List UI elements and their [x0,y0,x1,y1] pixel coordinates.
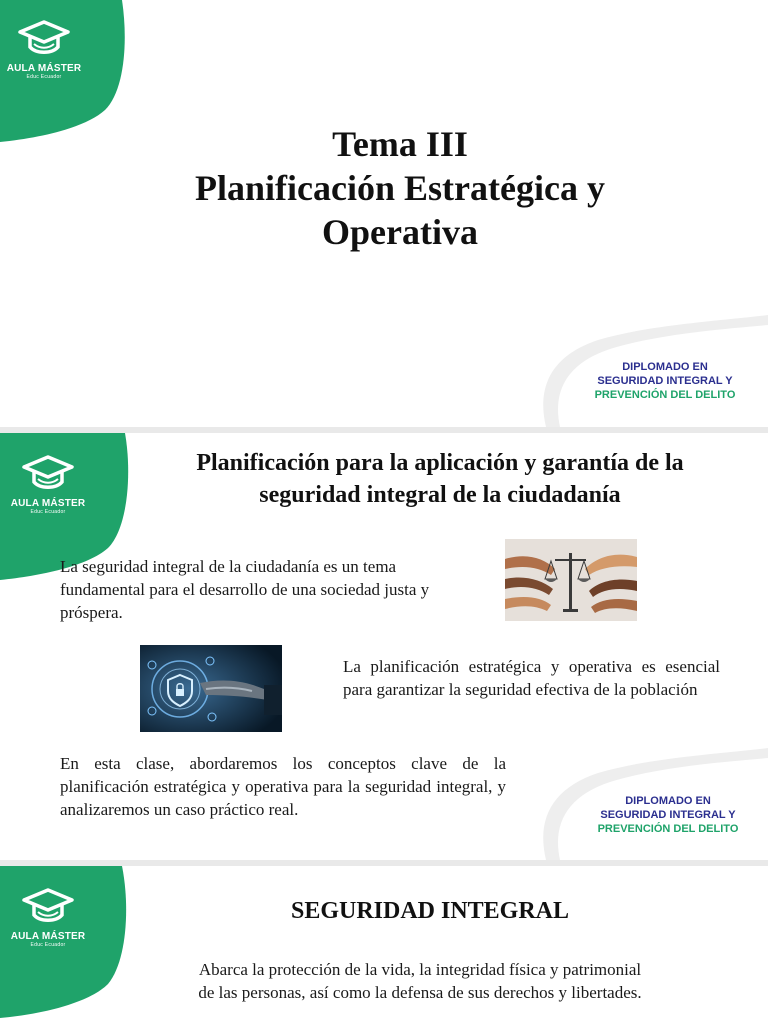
diplomado-badge: DIPLOMADO EN SEGURIDAD INTEGRAL Y PREVENCIÓN DEL DELITO [594,361,736,401]
aula-master-logo [8,453,88,515]
logo-name: AULA MÁSTER [10,931,86,942]
slide-1 [0,0,768,427]
paragraph-3: En esta clase, abordaremos los conceptos clave de la planificación estratégica y operativa para la seguridad integral, y analizaremos un caso práctico real. [60,754,506,819]
diplomado-badge: DIPLOMADO EN SEGURIDAD INTEGRAL Y PREVENCIÓN DEL DELITO [597,795,739,835]
graduation-cap-icon [16,18,72,58]
aula-master-logo [8,886,88,948]
logo-subtitle: Educ Ecuador [26,74,62,80]
logo-name: AULA MÁSTER [10,498,86,509]
graduation-cap-icon [20,886,76,926]
slide-title: Tema III Planificación Estratégica y Operativa [195,124,605,252]
digital-shield-image [140,645,282,732]
paragraph-1: Abarca la protección de la vida, la integridad física y patrimonial de las personas, así como la defensa de sus derechos y libertades. [198,960,642,1002]
logo-name: AULA MÁSTER [6,63,82,74]
paragraph-1: La seguridad integral de la ciudadanía es un tema fundamental para el desarrollo de una sociedad justa y próspera. [60,557,430,622]
slide-2 [0,433,768,860]
paragraph-2: La planificación estratégica y operativa es esencial para garantizar la seguridad efectiva de la población [343,657,720,699]
logo-subtitle: Educ Ecuador [30,509,66,515]
logo-subtitle: Educ Ecuador [30,942,66,948]
slide-title: Planificación para la aplicación y garantía de la seguridad integral de la ciudadanía [196,450,684,508]
aula-master-logo [6,18,82,80]
scales-of-justice-image [505,539,637,621]
slide-3 [0,866,768,1024]
slide-title: SEGURIDAD INTEGRAL [290,898,570,924]
graduation-cap-icon [20,453,76,493]
